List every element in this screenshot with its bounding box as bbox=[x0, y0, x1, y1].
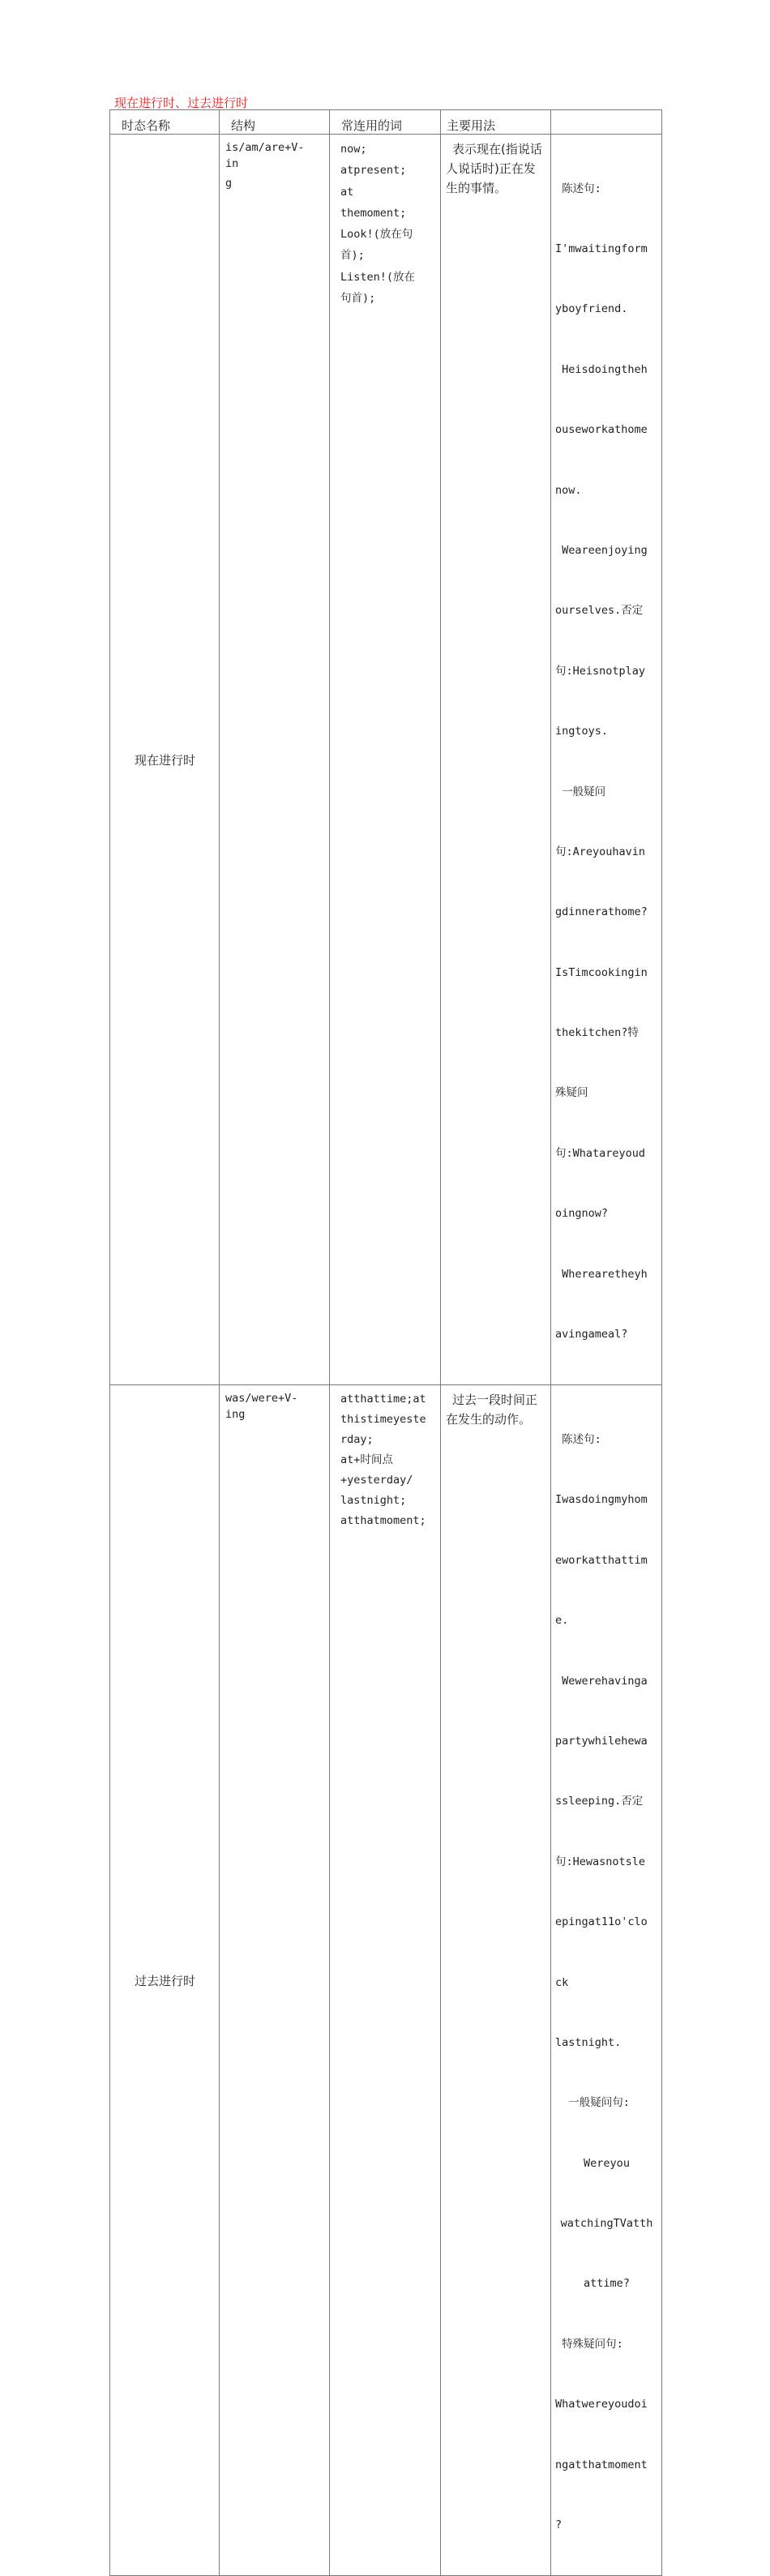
example-line: ingtoys. bbox=[555, 725, 609, 738]
example-line: ngatthatmoment bbox=[555, 2458, 648, 2471]
word-line: lastnight; bbox=[340, 1494, 407, 1508]
page-title: 现在进行时、过去进行时 bbox=[114, 96, 249, 110]
structure-cell bbox=[220, 1385, 330, 2576]
example-line: ssleeping.否定 bbox=[555, 1795, 644, 1808]
header-cell bbox=[330, 110, 441, 135]
example-line: Wereyou bbox=[584, 2156, 630, 2170]
tense-name-cell bbox=[110, 1385, 220, 2576]
example-line: watchingTVatth bbox=[560, 2217, 653, 2231]
word-line: rday; bbox=[340, 1433, 374, 1447]
structure-cell bbox=[220, 135, 330, 1385]
example-line: oingnow? bbox=[555, 1207, 609, 1221]
structure-line: in bbox=[225, 157, 239, 170]
tense-table bbox=[109, 109, 662, 2576]
words-cell bbox=[330, 135, 441, 1385]
word-line: themoment; bbox=[340, 206, 407, 220]
example-line: Iwasdoingmyhom bbox=[555, 1493, 648, 1507]
example-line: epingat11o'clo bbox=[555, 1915, 648, 1929]
example-line: 句:Heisnotplay bbox=[555, 664, 646, 678]
words-cell bbox=[330, 1385, 441, 2576]
header-cell bbox=[441, 110, 551, 135]
word-line: atthattime;at bbox=[340, 1393, 426, 1406]
word-line: 首); bbox=[340, 249, 365, 263]
example-line: lastnight. bbox=[555, 2035, 622, 2049]
word-line: atthatmoment; bbox=[340, 1514, 426, 1528]
example-line: 陈述句: bbox=[555, 1433, 601, 1446]
header-cell bbox=[220, 110, 330, 135]
word-line: +yesterday/ bbox=[340, 1474, 413, 1487]
structure-line: g bbox=[225, 177, 233, 190]
header-common-words: 常连用的词 bbox=[341, 118, 403, 133]
word-line: thistimeyeste bbox=[340, 1413, 426, 1427]
header-examples bbox=[551, 110, 661, 117]
tense-name: 现在进行时 bbox=[135, 752, 196, 768]
example-line: I'mwaitingform bbox=[555, 242, 648, 255]
header-tense-name: 时态名称 bbox=[122, 118, 171, 133]
example-line: 句:Whatareyoud bbox=[555, 1146, 646, 1160]
usage-text: 表示现在(指说话人说话时)正在发生的事情。 bbox=[446, 142, 542, 195]
word-line: 句首); bbox=[340, 292, 376, 306]
word-line: Listen!(放在 bbox=[340, 270, 416, 284]
tense-name: 过去进行时 bbox=[135, 1973, 196, 1988]
word-line: atpresent; bbox=[340, 164, 407, 178]
example-line: now. bbox=[555, 483, 582, 497]
example-line: 一般疑问句: bbox=[555, 2096, 630, 2110]
example-line: attime? bbox=[584, 2277, 630, 2291]
example-line: 句:Areyouhavin bbox=[555, 845, 646, 858]
example-line: Heisdoingtheh bbox=[555, 362, 648, 376]
example-line: Wewerehavinga bbox=[555, 1674, 648, 1688]
word-line: now; bbox=[340, 143, 367, 156]
word-line: Look!(放在句 bbox=[340, 228, 413, 242]
table-row bbox=[110, 1385, 662, 2576]
example-line: Weareenjoying bbox=[555, 543, 648, 557]
examples-cell bbox=[551, 135, 662, 1385]
header-cell bbox=[551, 110, 662, 135]
example-line: IsTimcookingin bbox=[555, 965, 648, 979]
usage-text: 过去一段时间正在发生的动作。 bbox=[446, 1393, 538, 1427]
example-line: Whatwereyoudoi bbox=[555, 2398, 648, 2411]
example-line: avingameal? bbox=[555, 1328, 628, 1341]
header-usage: 主要用法 bbox=[447, 118, 496, 133]
example-line: 殊疑问 bbox=[555, 1086, 588, 1100]
structure-line: ing bbox=[225, 1408, 246, 1422]
table-row bbox=[110, 135, 662, 1385]
example-line: 句:Hewasnotsle bbox=[555, 1855, 646, 1868]
example-line: ouseworkathome bbox=[555, 423, 648, 437]
example-line: yboyfriend. bbox=[555, 302, 628, 316]
example-line: e. bbox=[555, 1614, 569, 1628]
header-cell bbox=[110, 110, 220, 135]
structure-line: was/were+V- bbox=[225, 1392, 298, 1406]
example-line: 陈述句: bbox=[555, 182, 601, 195]
header-structure: 结构 bbox=[231, 118, 256, 133]
header-row bbox=[110, 110, 662, 135]
usage-cell bbox=[441, 135, 551, 1385]
example-line: thekitchen?特 bbox=[555, 1026, 639, 1040]
word-line: at bbox=[340, 185, 354, 199]
example-line: partywhilehewa bbox=[555, 1734, 648, 1748]
structure-line: is/am/are+V- bbox=[225, 141, 305, 154]
example-line: ck bbox=[555, 1975, 569, 1989]
example-line: 一般疑问 bbox=[555, 785, 606, 798]
example-line: Wherearetheyh bbox=[555, 1267, 648, 1281]
examples-cell bbox=[551, 1385, 662, 2576]
usage-cell bbox=[441, 1385, 551, 2576]
example-line: ourselves.否定 bbox=[555, 604, 644, 618]
example-line: 特殊疑问句: bbox=[555, 2337, 623, 2351]
example-line: ? bbox=[555, 2518, 563, 2532]
word-line: at+时间点 bbox=[340, 1453, 393, 1467]
example-line: eworkatthattim bbox=[555, 1553, 648, 1567]
example-line: gdinnerathome? bbox=[555, 905, 648, 919]
tense-name-cell bbox=[110, 135, 220, 1385]
